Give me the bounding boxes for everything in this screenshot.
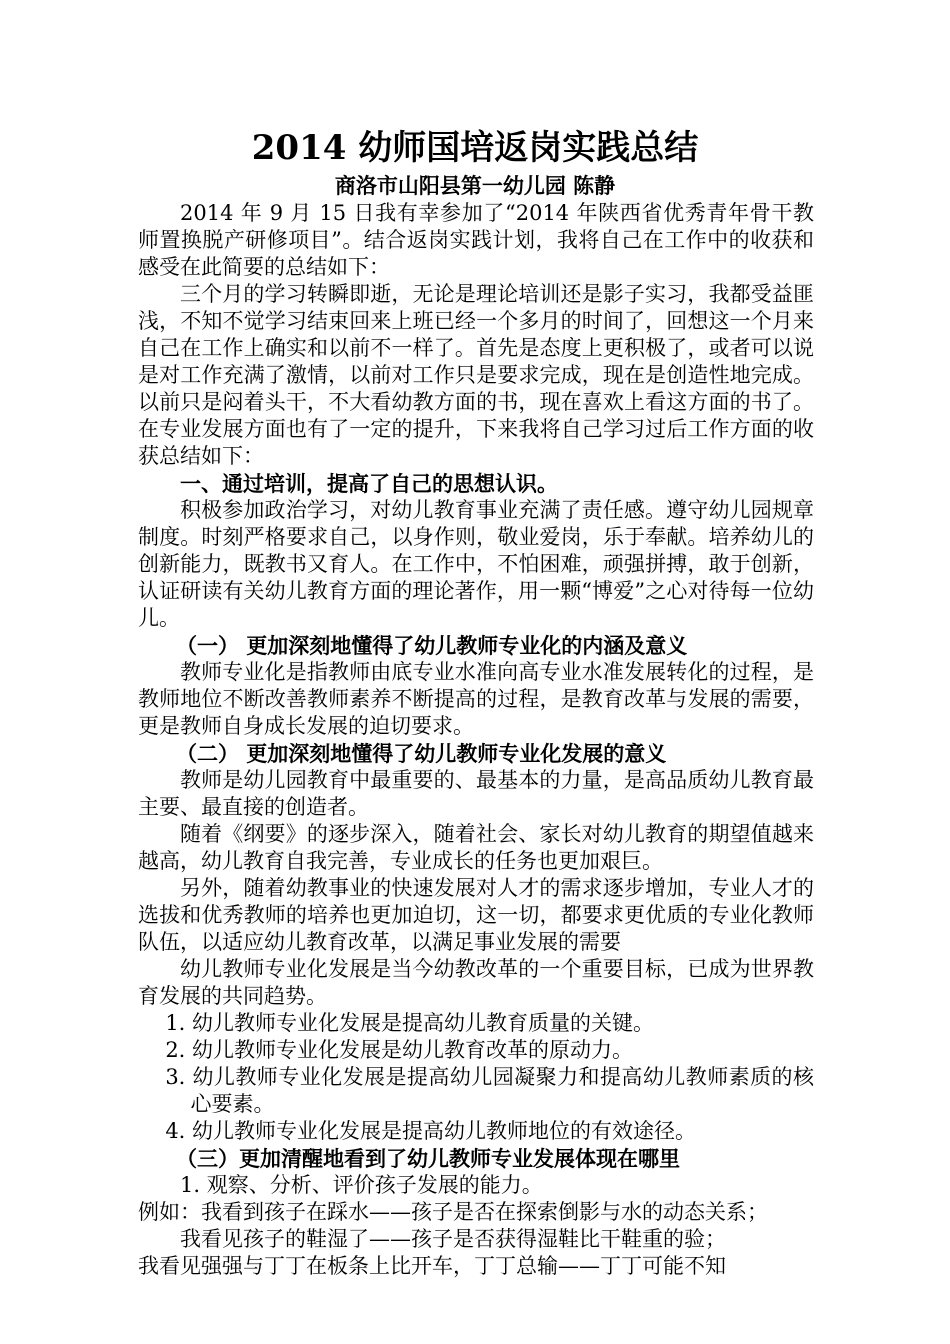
body-paragraph: 1. 观察、分析、评价孩子发展的能力。 — [180, 1173, 543, 1197]
intro-paragraph: 2014 年 9 月 15 日我有幸参加了“2014 年陕西省优秀青年骨干教师置换脱产研修项目”。结合返岗实践计划，我将自己在工作中的收获和感受在此简要的总结如下： — [138, 201, 814, 279]
section-heading-1: 一、通过培训，提高了自己的思想认识。 — [180, 471, 558, 496]
example-paragraph: 我看见孩子的鞋湿了——孩子是否获得湿鞋比干鞋重的验； — [180, 1227, 726, 1251]
list-item: 1. 幼儿教师专业化发展是提高幼儿教育质量的关键。 — [165, 1011, 655, 1035]
subsection-heading-1: （一） 更加深刻地懂得了幼儿教师专业化的内涵及意义 — [176, 633, 688, 658]
body-paragraph: 随着《纲要》的逐步深入，随着社会、家长对幼儿教育的期望值越来越高，幼儿教育自我完善，专业成长的任务也更加艰巨。 — [138, 822, 814, 873]
subsection-heading-2: （二） 更加深刻地懂得了幼儿教师专业化发展的意义 — [176, 741, 667, 766]
subsection-heading-3: （三）更加清醒地看到了幼儿教师专业发展体现在哪里 — [176, 1146, 680, 1171]
example-paragraph: 例如：我看到孩子在踩水——孩子是否在探索倒影与水的动态关系； — [138, 1200, 768, 1224]
document-title: 2014 幼师国培返岗实践总结 — [251, 128, 699, 168]
body-paragraph: 积极参加政治学习，对幼儿教育事业充满了责任感。遵守幼儿园规章制度。时刻严格要求自己，以身作则，敬业爱岗，乐于奉献。培养幼儿的创新能力，既教书又育人。在工作中，不怕困难，顽强拼搏，敢于创新，认证研读有关幼儿教育方面的理论著作，用一颗“博爱”之心对待每一位幼儿。 — [138, 498, 814, 630]
body-paragraph: 幼儿教师专业化发展是当今幼教改革的一个重要目标，已成为世界教育发展的共同趋势。 — [138, 957, 814, 1008]
document-author-line: 商洛市山阳县第一幼儿园 陈静 — [334, 173, 616, 198]
list-item: 2. 幼儿教师专业化发展是幼儿教育改革的原动力。 — [165, 1038, 634, 1062]
list-item: 3. 幼儿教师专业化发展是提高幼儿园凝聚力和提高幼儿教师素质的核心要素。 — [165, 1065, 814, 1116]
example-paragraph: 我看见强强与丁丁在板条上比开车，丁丁总输——丁丁可能不知 — [138, 1254, 726, 1278]
body-paragraph: 教师是幼儿园教育中最重要的、最基本的力量，是高品质幼儿教育最主要、最直接的创造者。 — [138, 768, 814, 819]
body-paragraph: 三个月的学习转瞬即逝，无论是理论培训还是影子实习，我都受益匪浅，不知不觉学习结束回来上班已经一个多月的时间了，回想这一个月来自己在工作上确实和以前不一样了。首先是态度上更积极了，或者可以说是对工作充满了激情，以前对工作只是要求完成，现在是创造性地完成。以前只是闷着头干，不大看幼教方面的书，现在喜欢上看这方面的书了。在专业发展方面也有了一定的提升，下来我将自己学习过后工作方面的收获总结如下： — [138, 282, 814, 468]
body-paragraph: 另外，随着幼教事业的快速发展对人才的需求逐步增加，专业人才的选拔和优秀教师的培养也更加迫切，这一切，都要求更优质的专业化教师队伍，以适应幼儿教育改革，以满足事业发展的需要 — [138, 876, 814, 954]
document-body — [138, 200, 814, 1280]
body-paragraph: 教师专业化是指教师由底专业水准向高专业水准发展转化的过程，是教师地位不断改善教师素养不断提高的过程，是教育改革与发展的需要，更是教师自身成长发展的迫切要求。 — [138, 660, 814, 738]
list-item: 4. 幼儿教师专业化发展是提高幼儿教师地位的有效途径。 — [165, 1119, 697, 1143]
